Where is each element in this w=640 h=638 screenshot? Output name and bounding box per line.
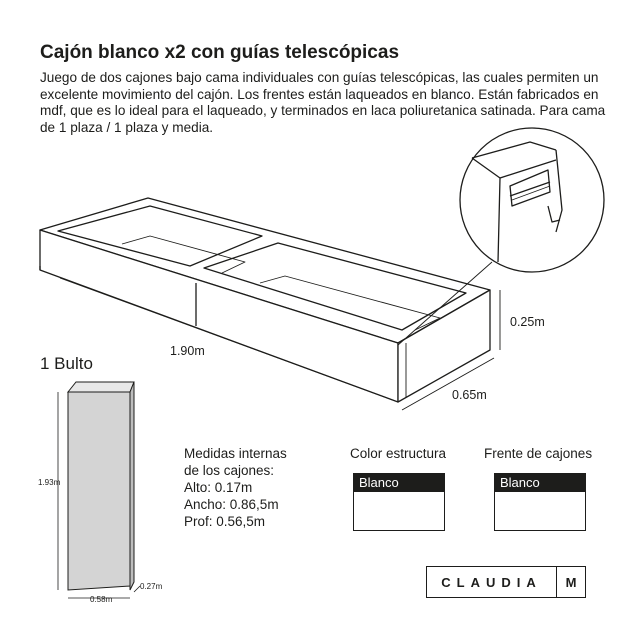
package-depth-label: 0.27m: [140, 582, 163, 591]
structure-color-swatch: [353, 473, 445, 531]
package-height-label: 1.93m: [38, 478, 61, 487]
package-width-label: 0.58m: [90, 595, 113, 604]
internal-ancho: Ancho: 0.86,5m: [184, 497, 279, 512]
structure-color-title: Color estructura: [350, 446, 447, 461]
brand-logo: [426, 566, 586, 598]
product-description: Juego de dos cajones bajo cama individuales con guías telescópicas, las cuales permiten un excelente movimiento del cajón. Los frentes están laqueados en blanco. Están fabricados en mdf, que es lo ideal para el laqueado, y terminados en laca poliuretanica satinada. Para cama de 1 plaza / 1 plaza y media.: [40, 70, 606, 135]
package-count-label: 1 Bulto: [40, 354, 93, 373]
internal-prof: Prof: 0.56,5m: [184, 514, 266, 529]
brand-name: CLAUDIA: [441, 574, 542, 590]
internal-alto: Alto: 0.17m: [184, 480, 253, 495]
brand-mark: M: [556, 567, 585, 597]
drawer-length-label: 1.90m: [170, 344, 205, 358]
drawer-depth-label: 0.65m: [452, 388, 487, 402]
drawer-height-label: 0.25m: [510, 315, 545, 329]
product-title: Cajón blanco x2 con guías telescópicas: [40, 42, 400, 63]
front-color-swatch: [494, 473, 586, 531]
front-color-title: Frente de cajones: [484, 446, 593, 461]
internal-measures-heading-1: Medidas internas: [184, 446, 287, 461]
internal-measures-heading-2: de los cajones:: [184, 463, 275, 478]
front-color-value: Blanco: [495, 474, 585, 492]
internal-measures: [184, 445, 287, 530]
structure-color-value: Blanco: [354, 474, 444, 492]
